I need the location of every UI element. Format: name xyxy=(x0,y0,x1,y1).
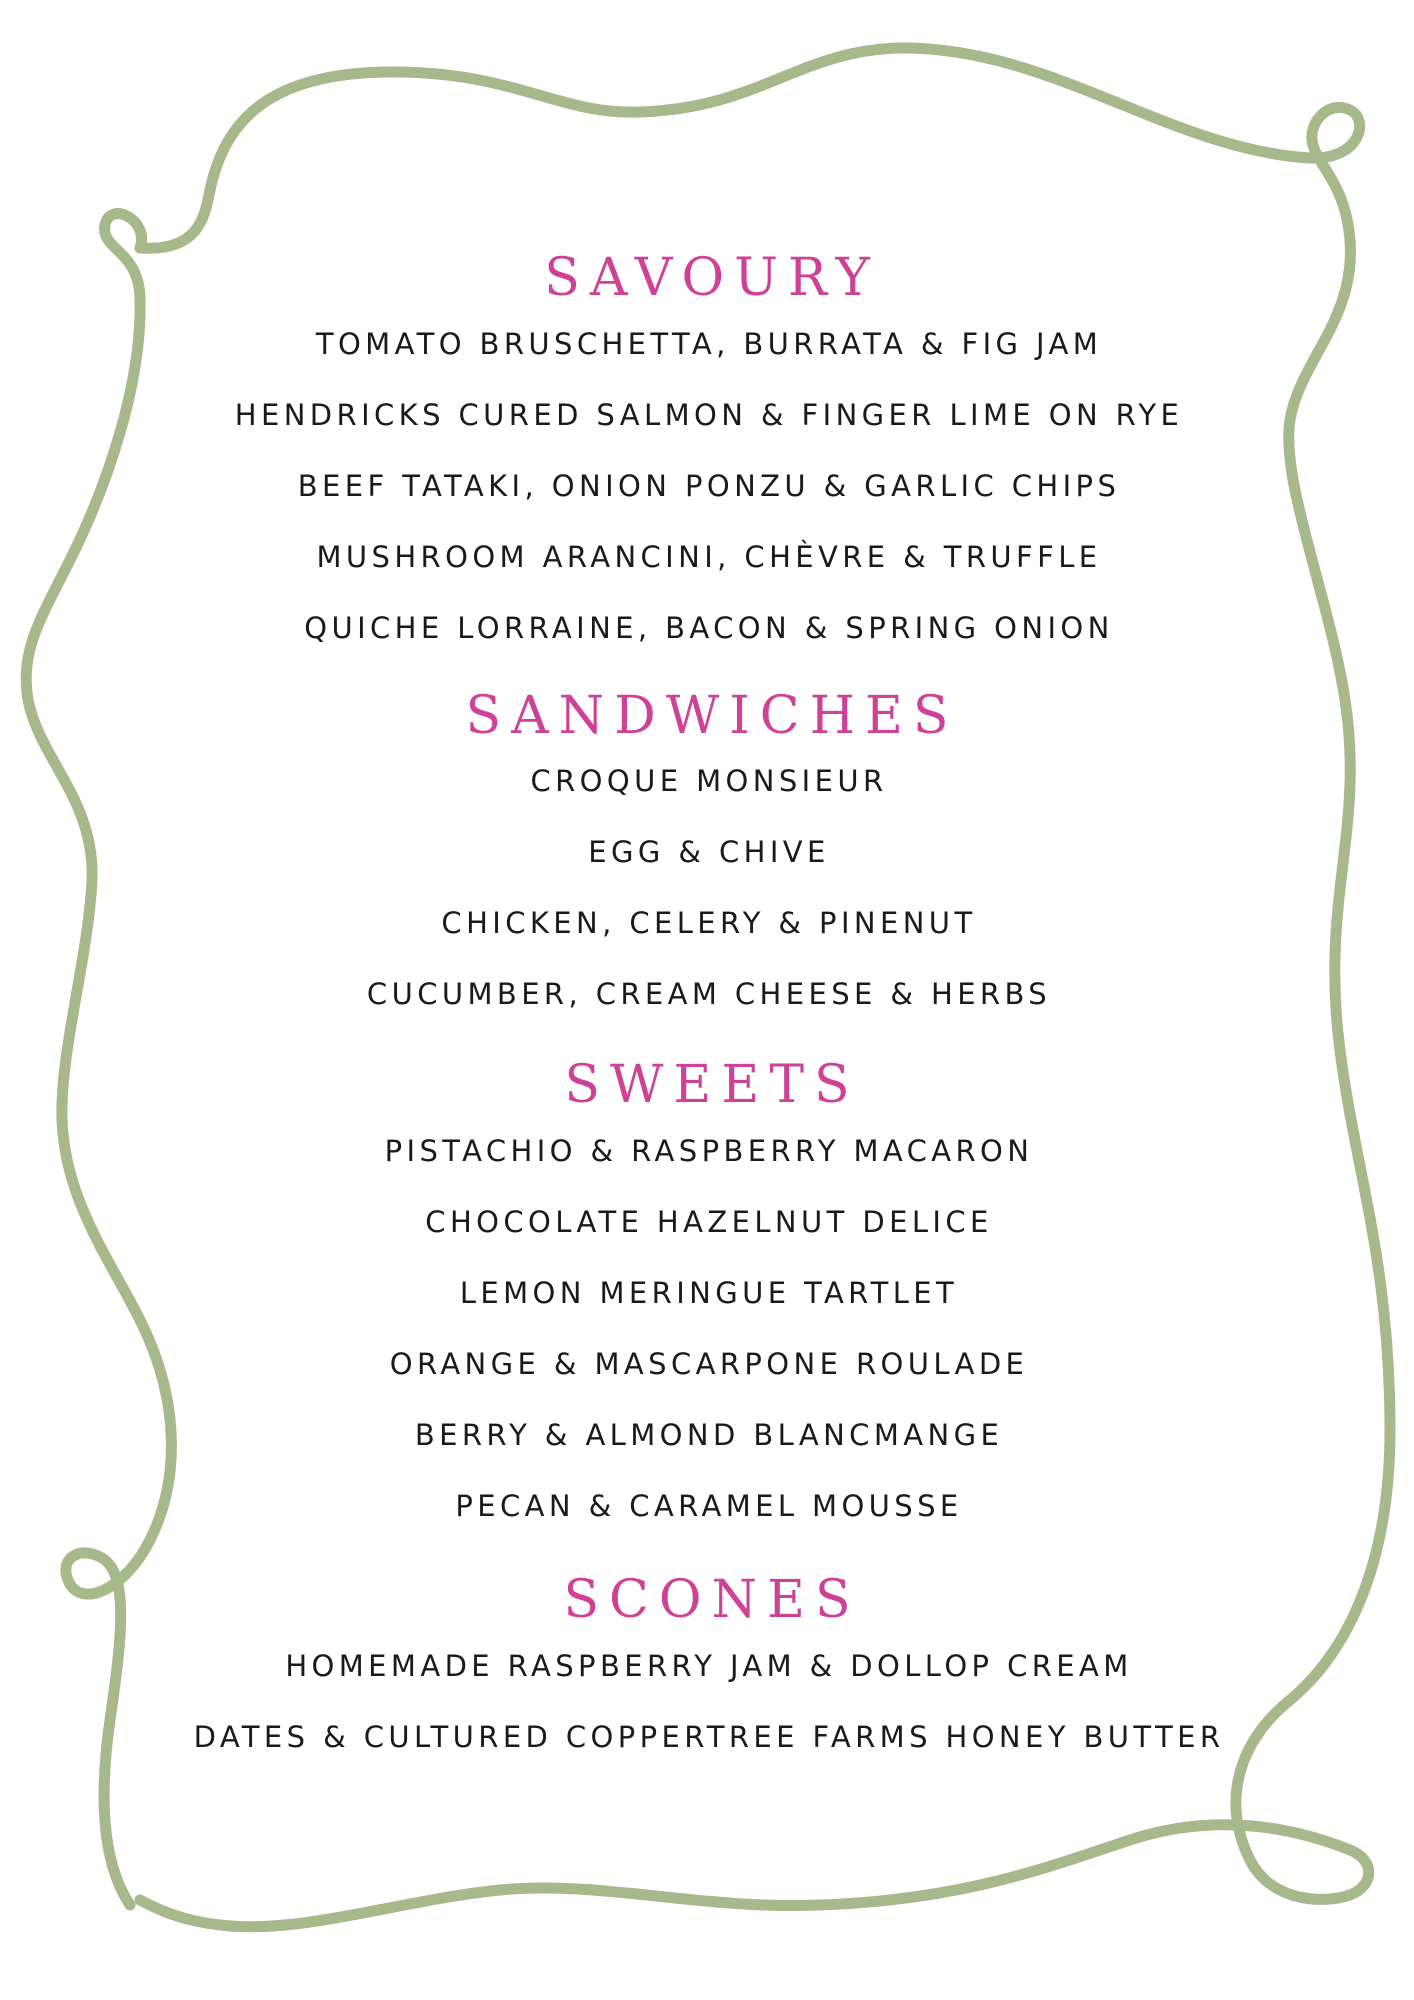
menu-item: CROQUE MONSIEUR xyxy=(530,764,888,798)
menu-item: TOMATO BRUSCHETTA, BURRATA & FIG JAM xyxy=(315,327,1103,361)
menu-item: CHOCOLATE HAZELNUT DELICE xyxy=(425,1205,993,1239)
menu-item: HENDRICKS CURED SALMON & FINGER LIME ON RYE xyxy=(234,398,1184,432)
section-title-scones: SCONES xyxy=(563,1570,861,1630)
section-title-sweets: SWEETS xyxy=(564,1055,860,1115)
menu-item: PISTACHIO & RASPBERRY MACARON xyxy=(384,1134,1034,1168)
menu-item: MUSHROOM ARANCINI, CHÈVRE & TRUFFLE xyxy=(316,540,1102,574)
menu-item: PECAN & CARAMEL MOUSSE xyxy=(455,1489,963,1523)
menu-item: HOMEMADE RASPBERRY JAM & DOLLOP CREAM xyxy=(285,1649,1133,1683)
menu-item: ORANGE & MASCARPONE ROULADE xyxy=(389,1347,1029,1381)
menu-item: DATES & CULTURED COPPERTREE FARMS HONEY BUTTER xyxy=(193,1720,1225,1754)
menu-item: QUICHE LORRAINE, BACON & SPRING ONION xyxy=(304,611,1114,645)
menu-item: BEEF TATAKI, ONION PONZU & GARLIC CHIPS xyxy=(297,469,1121,503)
section-title-sandwiches: SANDWICHES xyxy=(465,686,959,746)
menu-item: CUCUMBER, CREAM CHEESE & HERBS xyxy=(366,977,1052,1011)
menu-item: BERRY & ALMOND BLANCMANGE xyxy=(414,1418,1004,1452)
menu-item: LEMON MERINGUE TARTLET xyxy=(459,1276,959,1310)
section-title-savoury: SAVOURY xyxy=(544,248,880,308)
menu-item: EGG & CHIVE xyxy=(588,835,830,869)
menu-item: CHICKEN, CELERY & PINENUT xyxy=(441,906,977,940)
